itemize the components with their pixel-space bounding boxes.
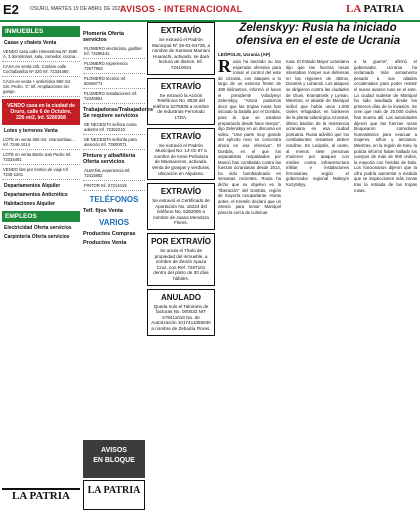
avisos-line-2: EN BLOQUE xyxy=(93,457,135,464)
notice-body: Se anula el Título de propiedad del inmueble, a nombre de Zenón Apaza Cruz, con Ref. 7287101 dentro del plazo de 30 días hábiles. xyxy=(153,248,209,282)
article-text: rusa. El Estado Mayor ucraniano dijo que las fuerzas rusas intentaban romper sus defensas en las regiones de Járkov, Donetsk y Luhansk. Los ataques se dirigieron contra las ciudades de Izium, Kramatorsk y Lyman. Mientras, el alcalde de Mariúpol indicó que había unos 1.000 civiles refugiados en búnkeres de la planta siderúrgica Azovstal, último bastión de la resistencia ucraniana en esa ciudad portuaria. Rusia advirtió que los combatientes restantes deben rendirse. En Leópolis, al oeste, al menos siete personas murieron por ataques con misiles contra infraestructura militar e instalaciones ferroviarias, según el gobernador regional Maksym Kozytskyy. xyxy=(286,59,349,188)
classifieds-column-2 xyxy=(83,28,154,508)
page-date: OSURU, MARTES 19 DE ABRIL DE 2022 xyxy=(30,6,124,12)
notice-box xyxy=(147,22,215,75)
featured-ad: VENDO casa en la ciudad de Oruro, calle 6 de Octubre, 226 mt2, Inf. 5280368 xyxy=(2,99,80,125)
la-patria-ad: LA PATRIA xyxy=(83,480,145,510)
subcategory-habitaciones: Habitaciones Alquiler xyxy=(4,201,55,207)
notice-title: EXTRAVÍO xyxy=(160,26,202,35)
notice-title: EXTRAVÍO xyxy=(160,131,202,141)
section-telefonos: TELÉFONOS xyxy=(89,195,139,204)
notice-body: Se extravió la Acción Telefónica No. 8526 del teléfono 5275935 a nombre de Industrias Ferrotodo LTDA. xyxy=(152,92,210,120)
newspaper-logo xyxy=(346,3,404,15)
classified-ad: VENDO casa calle Hinnestrosa Nº 1580 A, 3 dormitorios, sala, comedor, cocina... xyxy=(2,47,80,62)
subcategory-productos-venta: Productos Venta xyxy=(83,240,127,246)
avisos-en-bloque-banner xyxy=(83,440,145,478)
article-text: a la guerra", afirmó el gobernador. Ucrania ha reclamado más armamento pesado a sus aliados occidentales para poder resistir el nuevo avance ruso en el este. La ciudad sudeste de Mariúpol ha sido asediada desde los primeros días de la invasión. Se cree que más de 20.000 civiles han muerto allí. Las autoridades dijeron que las fuerzas rusas bloquearon corredores humanitarios para evacuar a mujeres, niños y ancianos. Mientras, en la región de Kiev, la policía informó haber hallado los cuerpos de más de 900 civiles, la mayoría con heridas de bala. Los funcionarios dijeron que la cifra podría aumentar a medida que se inspeccionen más zonas tras la retirada de las tropas rusas. xyxy=(354,59,417,193)
article-column-2 xyxy=(286,59,349,479)
classified-ad: PLOMERO instalaciones Inf. 72345551 xyxy=(83,89,145,104)
category-inmuebles: INMUEBLES xyxy=(2,26,80,37)
article-headline: Zelenskyy: Rusia ha iniciado ofensiva en el este de Ucrania xyxy=(235,22,401,47)
subcategory-carpinteria: Carpintería Oferta servicios xyxy=(4,234,70,240)
article-dropcap: R xyxy=(218,56,231,76)
article-column-3 xyxy=(354,59,417,479)
subcategory-casas: Casas y chalets Venta xyxy=(4,40,57,46)
notice-box xyxy=(147,78,215,125)
classified-ad: VENDO lote por motivo de viaje Inf. 7246-1201 xyxy=(2,165,80,180)
classified-ad: CASA en venta Urb. Conlare calle Cochabamba Nº 320 Inf. 72334490 xyxy=(2,62,80,77)
classified-ad: PLOMERO técnico Inf. 60408771 xyxy=(83,74,145,89)
classified-ad: PLOMERO electricista, gasfiter Inf. 73286141 xyxy=(83,44,145,59)
subcategory-plomeria: Plomería Oferta servicios xyxy=(83,31,124,43)
notice-title: POR EXTRAVÍO xyxy=(151,237,211,247)
notice-box xyxy=(147,233,215,286)
classified-ad: PLOMERO experiencia 72577963 xyxy=(83,59,145,74)
notice-body: Se extravió el Padrón Municipal Nº 36-01-64726, a nombre de Santusa Mamani Huarachi, activado, se dará lectura de diarios. Inf. 72410024 xyxy=(151,37,211,70)
classified-ad: LOTE en venta Barrio San Pedro Inf. 72334491 xyxy=(2,150,80,165)
news-article xyxy=(218,22,418,517)
article-text: usia ha lanzado su tan esperada ofensiva para tomar el control del este de Ucrania, con ataques a lo largo de un extenso frente de 480 kilómetros, informó el lunes el presidente Volodymyr Zelenskyy. "Ahora podemos decir que las tropas rusas han iniciado la batalla por el Donbás, para la que se estaban preparando desde hace tiempo", dijo Zelenskyy en un discurso en video. "Una parte muy grande del ejército ruso se concentra ahora en esa ofensiva". El Donbás, en el que los separatistas respaldados por Moscú han combatido contra las fuerzas ucranianas desde 2014, ha sido bombardeado en semanas recientes. Rusia ha dicho que su objetivo es la "liberación" del Donbás, región de mayoría rusoparlante. Horas antes, el Kremlin declaró que un intento para tomar Mariúpol parecía cerca de culminar. xyxy=(218,59,281,216)
subcategory-lotes: Lotes y terrenos Venta xyxy=(4,128,58,134)
subcategory-pintura: Pintura y albañilería Oferta servicios xyxy=(83,153,136,165)
notice-body: Se extravió el Padrón Municipal No. 14-01-67 a nombre de Irene Peñaloza de Mansaneros, activada. Venta de granjas y verduras, ubicación en Alquiana. xyxy=(151,142,211,176)
notice-title: EXTRAVÍO xyxy=(160,81,202,91)
classified-ad: CASA en venta + anticrético 960 m2. Sin. Pedro. 'C' Inf. Ampliaciones sin garaje. xyxy=(2,77,80,97)
bottom-logo: LA PATRIA xyxy=(2,488,80,514)
notice-title: EXTRAVÍO xyxy=(160,187,202,197)
subcategory-electricidad: Electricidad Oferta servicios xyxy=(4,225,72,231)
notice-title: ANULADO xyxy=(161,292,201,302)
classified-ad: SE NECESITA señora cama adentro Inf. 72352210 xyxy=(83,120,145,135)
notice-body: Queda nulo el Talonario de facturas No. 000033 NIT 578411016 No. de Autorización 1017411056030 a nombre de Zebadía Flores. xyxy=(151,303,211,331)
classifieds-column-1 xyxy=(2,22,80,512)
article-byline: LEÓPOLIS, Ucrania (AP) xyxy=(218,52,271,57)
logo-word: PATRIA xyxy=(363,3,404,15)
article-column-1 xyxy=(218,56,281,479)
logo-prefix: LA xyxy=(346,3,364,15)
subcategory-productos-compras: Productos Compras xyxy=(83,231,136,237)
subcategory-departamentos-alquiler: Departamentos Alquiler xyxy=(4,183,61,189)
classified-ad: SE NECESITA señorita para atención Inf. 73800071 xyxy=(83,135,145,150)
page-number: E2 xyxy=(3,2,19,17)
notice-box xyxy=(147,128,215,181)
subcategory-trabajadoras: Trabajadoras/Trabajadores Se requiere servicios xyxy=(83,107,154,119)
avisos-line-1: AVISOS xyxy=(101,447,127,454)
classified-ad: PINTOR Inf. 67214419 xyxy=(83,181,145,191)
legal-notices-column xyxy=(147,22,215,339)
notice-box xyxy=(147,183,215,230)
subcategory-telefonos-fijos: Telf. fijos Venta xyxy=(83,208,123,214)
section-title: AVISOS - INTERNACIONAL xyxy=(120,4,243,14)
classified-ad: ALBAÑIL experiencia Inf. 72415882 xyxy=(83,166,145,181)
category-empleos: EMPLEOS xyxy=(2,211,80,222)
classified-ad: LOTE en venta 460 m2, Uraniumbau... Inf. 7246-1014 xyxy=(2,135,80,150)
notice-box xyxy=(147,289,215,336)
notice-body: Se extravió el Certificado de Aportación No. 16224 del teléfono No. 5262006 a nombre de Juana Mendoza Flores. xyxy=(152,198,210,226)
section-varios: VARIOS xyxy=(98,218,130,227)
page-header xyxy=(0,0,420,22)
subcategory-departamentos-anticretico: Departamentos Anticrético xyxy=(4,192,68,198)
